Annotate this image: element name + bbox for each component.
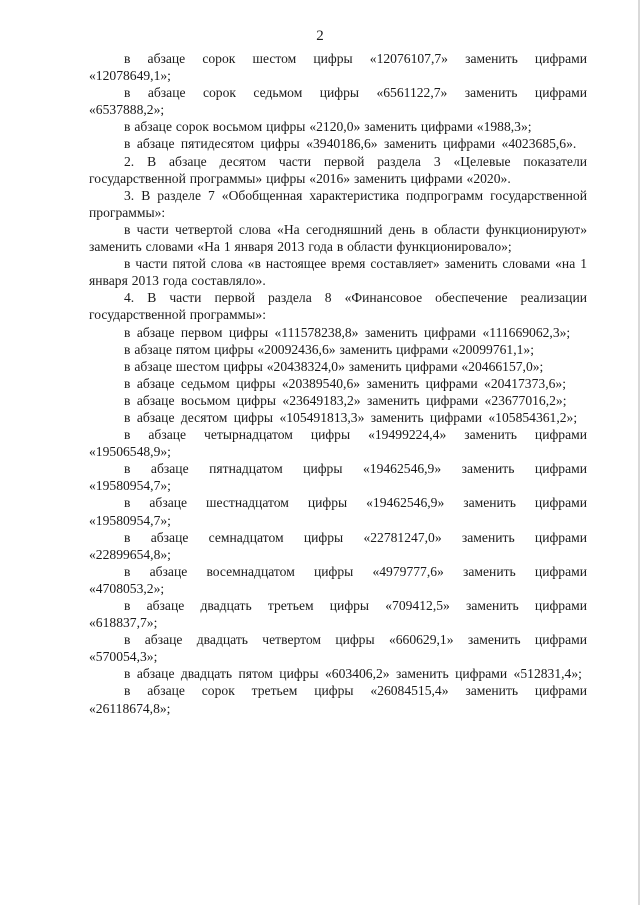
document-body (89, 50, 587, 717)
paragraph: в абзаце восьмом цифры «23649183,2» заменить цифрами «23677016,2»; (124, 392, 567, 408)
paragraph: в абзаце восемнадцатом цифры «4979777,6» заменить цифрами «4708053,2»; (89, 563, 587, 596)
paragraph: в абзаце седьмом цифры «20389540,6» заменить цифрами «20417373,6»; (124, 375, 566, 391)
paragraph: 4. В части первой раздела 8 «Финансовое обеспечение реализации государственной программы»: (89, 290, 587, 323)
paragraph: в абзаце первом цифры «111578238,8» заменить цифрами «111669062,3»; (124, 324, 571, 340)
paragraph: в абзаце сорок третьем цифры «26084515,4» заменить цифрами «26118674,8»; (89, 683, 587, 716)
paragraph: в части четвертой слова «На сегодняшний день в области функционируют» заменить словами «На 1 января 2013 года в области функционировало»; (89, 221, 587, 255)
paragraph: в абзаце пятидесятом цифры «3940186,6» заменить цифрами «4023685,6». (124, 136, 577, 152)
paragraph: в абзаце пятнадцатом цифры «19462546,9» заменить цифрами «19580954,7»; (89, 461, 587, 494)
paragraph: в абзаце четырнадцатом цифры «19499224,4» заменить цифрами «19506548,9»; (89, 427, 587, 460)
paragraph: в абзаце сорок шестом цифры «12076107,7» заменить цифрами «12078649,1»; (89, 51, 587, 84)
paragraph: в абзаце шестнадцатом цифры «19462546,9» заменить цифрами «19580954,7»; (89, 495, 587, 528)
paragraph: в абзаце сорок седьмом цифры «6561122,7» заменить цифрами «6537888,2»; (89, 85, 587, 118)
paragraph: в части пятой слова «в настоящее время составляет» заменить словами «на 1 января 2013 года составляло». (89, 256, 587, 289)
paragraph: в абзаце десятом цифры «105491813,3» заменить цифрами «105854361,2»; (124, 409, 578, 425)
paragraph: в абзаце пятом цифры «20092436,6» заменить цифрами «20099761,1»; (124, 341, 534, 357)
paragraph: в абзаце семнадцатом цифры «22781247,0» заменить цифрами «22899654,8»; (89, 529, 587, 562)
paragraph: в абзаце двадцать пятом цифры «603406,2» заменить цифрами «512831,4»; (124, 666, 582, 682)
paragraph: в абзаце двадцать третьем цифры «709412,5» заменить цифрами «618837,7»; (89, 598, 587, 631)
paragraph: 2. В абзаце десятом части первой раздела 3 «Целевые показатели государственной программы» цифры «2016» заменить цифрами «2020». (89, 153, 587, 186)
paragraph: в абзаце двадцать четвертом цифры «660629,1» заменить цифрами «570054,3»; (89, 632, 587, 665)
page-number: 2 (316, 28, 324, 44)
paragraph: в абзаце сорок восьмом цифры «2120,0» заменить цифрами «1988,3»; (124, 119, 532, 135)
paragraph: 3. В разделе 7 «Обобщенная характеристика подпрограмм государственной программы»: (89, 187, 587, 220)
paragraph: в абзаце шестом цифры «20438324,0» заменить цифрами «20466157,0»; (124, 358, 544, 374)
